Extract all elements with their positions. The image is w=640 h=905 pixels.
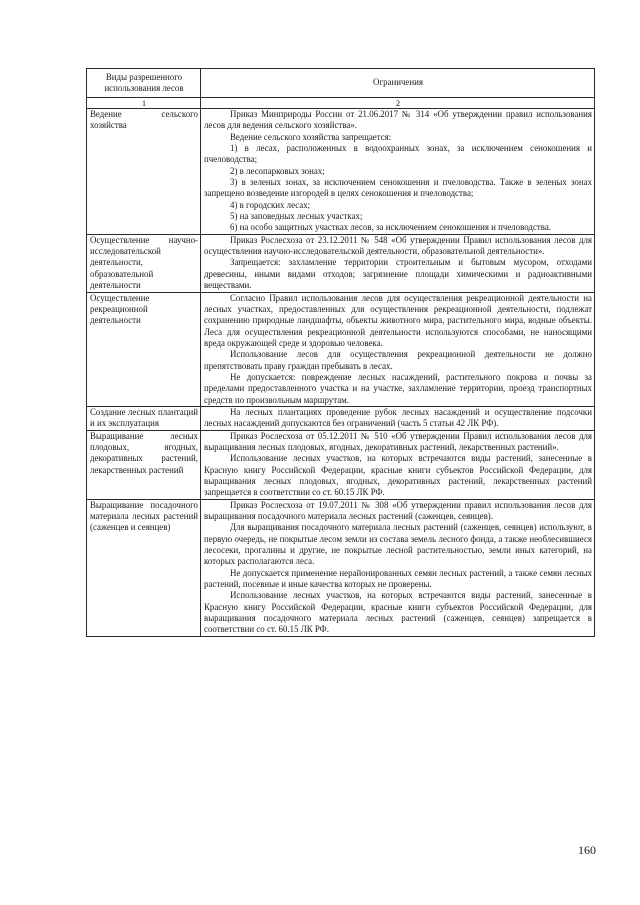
restriction-paragraph: Для выращивания посадочного материала лесных растений (саженцев, сеянцев) используют, в первую очередь, не покрытые лесом земли из состава земель лесного фонда, а также необлесившиеся лесосеки, прогалины и другие, не покрытые лесной растительностью, земли иных категорий, на которых располагаются леса.	[204, 522, 592, 567]
table-row	[87, 406, 595, 430]
forest-use-type: Осуществление рекреационной деятельности	[87, 292, 201, 406]
restriction-paragraph: 1) в лесах, расположенных в водоохранных зонах, за исключением сенокошения и пчеловодства;	[204, 143, 592, 165]
table-row	[87, 292, 595, 406]
page-number: 160	[578, 843, 596, 857]
column-number-2: 2	[201, 98, 595, 109]
forest-use-type: Выращивание посадочного материала лесных растений (саженцев и сеянцев)	[87, 499, 201, 636]
restriction-paragraph: 3) в зеленых зонах, за исключением сенокошения и пчеловодства. Также в зеленых зонах запрещено возведение изгородей в целях сенокошения и пчеловодства;	[204, 177, 592, 199]
restriction-paragraph: Использование лесных участков, на которых встречаются виды растений, занесенные в Красную книгу Российской Федерации, красные книги субъектов Российской Федерации, для выращивания посадочного материала лесных растений (саженцев, сеянцев) запрещается в соответствии со ст. 60.15 ЛК РФ.	[204, 590, 592, 635]
restriction-text	[201, 499, 595, 636]
restriction-paragraph: 4) в городских лесах;	[230, 199, 311, 210]
table-row	[87, 430, 595, 499]
restriction-paragraph: 5) на заповедных лесных участках;	[230, 211, 363, 222]
table-header-row	[87, 69, 595, 98]
restriction-paragraph: На лесных плантациях проведение рубок лесных насаждений и осуществление подсочки лесных насаждений допускаются без ограничений (часть 5 статьи 42 ЛК РФ).	[204, 406, 592, 429]
restriction-paragraph: Использование лесных участков, на которых встречаются виды растений, занесенные в Красную книгу Российской Федерации, красные книги субъектов Российской Федерации, для выращивания лесных плодовых, ягодных, декоративных растений, лекарственных растений запрещается в соответствии со ст. 60.15 ЛК РФ.	[204, 453, 592, 498]
restriction-text	[201, 430, 595, 499]
restriction-paragraph: Использование лесов для осуществления рекреационной деятельности не должно препятствовать праву граждан пребывать в лесах.	[204, 349, 592, 371]
restriction-paragraph: Согласно Правил использования лесов для осуществления рекреационной деятельности на лесных участках, предоставленных для осуществления рекреационной деятельности, подлежат сохранению природные ландшафты, объекты животного мира, растительного мира, водные объекты. Леса для осуществления рекреационной деятельности используются способами, не наносящими вреда окружающей среде и здоровью человека.	[204, 292, 592, 348]
restriction-paragraph: Запрещается: захламление территории строительным и бытовым мусором, отходами древесины, иными видами отходов; загрязнение площади химическими и радиоактивными веществами.	[204, 257, 592, 291]
header-restrictions: Ограничения	[201, 69, 595, 98]
restriction-paragraph: 6) на особо защитных участках лесов, за исключением сенокошения и пчеловодства.	[230, 222, 551, 233]
restrictions-table	[86, 68, 595, 637]
column-number-1: 1	[87, 98, 201, 109]
table-row	[87, 109, 595, 235]
restriction-text	[201, 292, 595, 406]
forest-use-type: Выращивание лесных плодовых, ягодных, декоративных растений, лекарственных растений	[87, 430, 201, 499]
restriction-paragraph: Не допускается: повреждение лесных насаждений, растительного покрова и почвы за пределами предоставленного участка и на участке, захламление территории, проезд транспортных средств по произвольным маршрутам.	[204, 371, 592, 405]
restriction-text	[201, 406, 595, 430]
restriction-paragraph: Приказ Минприроды России от 21.06.2017 № 314 «Об утверждении правил использования лесов для ведения сельского хозяйства».	[204, 109, 592, 131]
forest-use-type: Осуществление научно-исследовательской деятельности, образовательной деятельности	[87, 234, 201, 292]
restriction-paragraph: Приказ Рослесхоза от 19.07.2011 № 308 «Об утверждении правил использования лесов для выращивания посадочного материала лесных растений (саженцев, сеянцев).	[204, 499, 592, 522]
restriction-paragraph: Ведение сельского хозяйства запрещается:	[230, 131, 392, 142]
restriction-paragraph: Приказ Рослесхоза от 05.12.2011 № 510 «Об утверждении Правил использования лесов для выращивания лесных плодовых, ягодных, декоративных растений, лекарственных растений».	[204, 430, 592, 452]
table-column-number-row	[87, 98, 595, 109]
restriction-text	[201, 234, 595, 292]
forest-use-type: Ведение сельского хозяйства	[87, 109, 201, 235]
restriction-text	[201, 109, 595, 235]
restriction-paragraph: Не допускается применение нерайонированных семян лесных растений, а также семян лесных растений, посевные и иные качества которых не проверены.	[204, 567, 592, 590]
table-row	[87, 499, 595, 636]
forest-use-type: Создание лесных плантаций и их эксплуатация	[87, 406, 201, 430]
restriction-paragraph: Приказ Рослесхоза от 23.12.2011 № 548 «Об утверждении Правил использования лесов для осуществления научно-исследовательской деятельности, образовательной деятельности».	[204, 234, 592, 257]
table-row	[87, 234, 595, 292]
restriction-paragraph: 2) в лесопарковых зонах;	[230, 165, 325, 176]
header-forest-use-types: Виды разрешенного использования лесов	[87, 69, 201, 98]
